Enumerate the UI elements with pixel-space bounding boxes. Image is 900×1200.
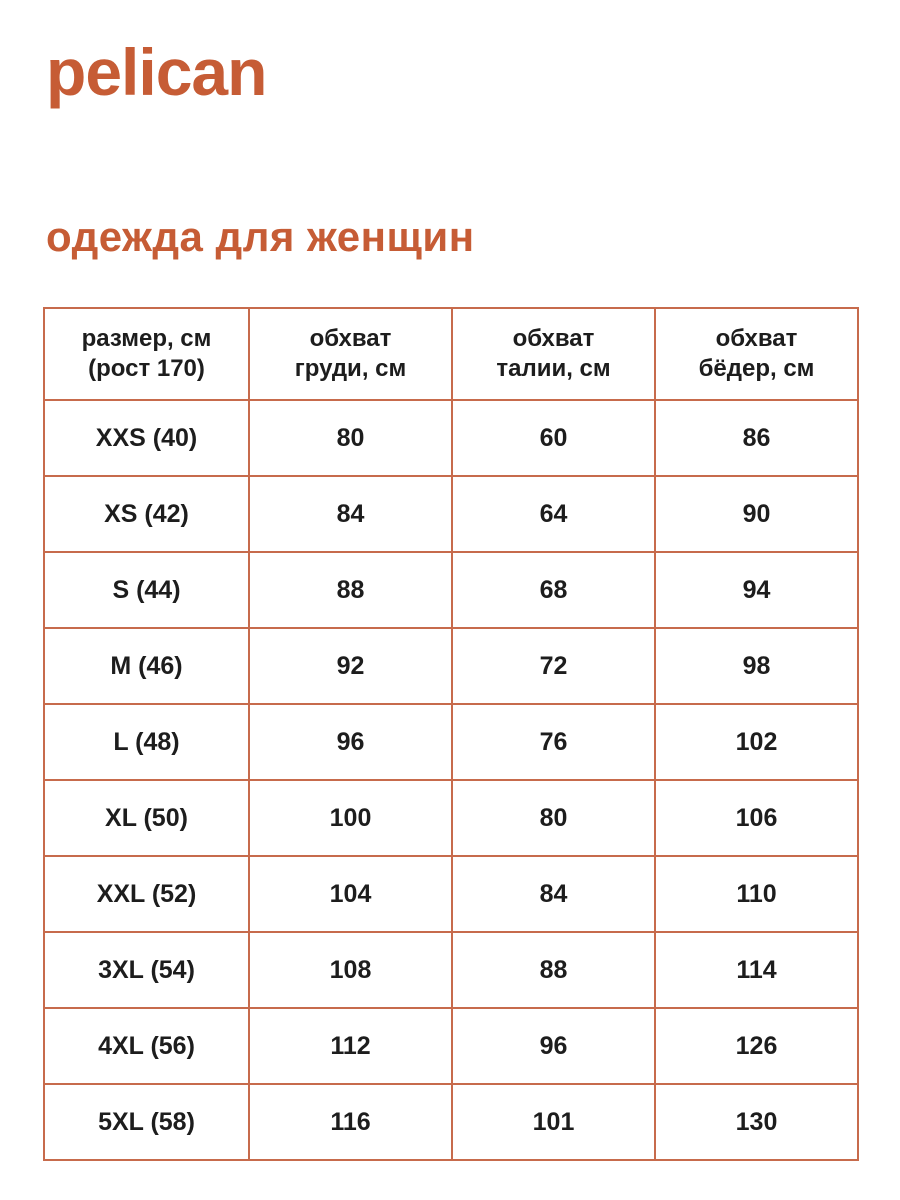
column-header-line: груди, см — [294, 355, 407, 382]
chest-value-cell: 104 — [249, 856, 452, 932]
table-row — [44, 932, 858, 1008]
waist-value-cell: 80 — [452, 780, 655, 856]
size-label-cell: XS (42) — [44, 476, 249, 552]
table-row — [44, 1084, 858, 1160]
column-header-line: бёдер, см — [698, 355, 815, 382]
waist-value-cell: 64 — [452, 476, 655, 552]
size-label-cell: 4XL (56) — [44, 1008, 249, 1084]
chest-value-cell: 92 — [249, 628, 452, 704]
size-label-cell: L (48) — [44, 704, 249, 780]
waist-value-cell: 72 — [452, 628, 655, 704]
table-row — [44, 780, 858, 856]
chest-value-cell: 80 — [249, 400, 452, 476]
column-header-size — [44, 308, 249, 400]
column-header-line: (рост 170) — [88, 355, 205, 382]
table-row — [44, 856, 858, 932]
column-header-chest — [249, 308, 452, 400]
waist-value-cell: 84 — [452, 856, 655, 932]
brand-logo: pelican — [46, 35, 267, 109]
column-header-waist — [452, 308, 655, 400]
hips-value-cell: 102 — [655, 704, 858, 780]
hips-value-cell: 90 — [655, 476, 858, 552]
size-label-cell: XXS (40) — [44, 400, 249, 476]
waist-value-cell: 60 — [452, 400, 655, 476]
table-row — [44, 400, 858, 476]
column-header-hips — [655, 308, 858, 400]
table-row — [44, 1008, 858, 1084]
waist-value-cell: 68 — [452, 552, 655, 628]
chest-value-cell: 88 — [249, 552, 452, 628]
column-header-line: талии, см — [496, 355, 611, 382]
table-row — [44, 476, 858, 552]
waist-value-cell: 76 — [452, 704, 655, 780]
waist-value-cell: 88 — [452, 932, 655, 1008]
size-label-cell: 5XL (58) — [44, 1084, 249, 1160]
chest-value-cell: 116 — [249, 1084, 452, 1160]
size-table-body — [44, 400, 858, 1160]
header-row — [44, 308, 858, 400]
hips-value-cell: 110 — [655, 856, 858, 932]
hips-value-cell: 94 — [655, 552, 858, 628]
size-label-cell: XL (50) — [44, 780, 249, 856]
column-header-line: обхват — [512, 325, 595, 352]
chest-value-cell: 108 — [249, 932, 452, 1008]
size-label-cell: XXL (52) — [44, 856, 249, 932]
hips-value-cell: 114 — [655, 932, 858, 1008]
chest-value-cell: 96 — [249, 704, 452, 780]
hips-value-cell: 106 — [655, 780, 858, 856]
hips-value-cell: 126 — [655, 1008, 858, 1084]
column-header-line: размер, см — [81, 325, 212, 352]
column-header-line: обхват — [715, 325, 798, 352]
size-table — [43, 307, 859, 1161]
hips-value-cell: 130 — [655, 1084, 858, 1160]
column-header-line: обхват — [309, 325, 392, 352]
page-title: одежда для женщин — [46, 213, 475, 260]
table-row — [44, 628, 858, 704]
waist-value-cell: 96 — [452, 1008, 655, 1084]
size-label-cell: S (44) — [44, 552, 249, 628]
size-table-header — [44, 308, 858, 400]
waist-value-cell: 101 — [452, 1084, 655, 1160]
chest-value-cell: 84 — [249, 476, 452, 552]
hips-value-cell: 98 — [655, 628, 858, 704]
table-row — [44, 704, 858, 780]
table-row — [44, 552, 858, 628]
hips-value-cell: 86 — [655, 400, 858, 476]
chest-value-cell: 100 — [249, 780, 452, 856]
size-label-cell: M (46) — [44, 628, 249, 704]
size-label-cell: 3XL (54) — [44, 932, 249, 1008]
chest-value-cell: 112 — [249, 1008, 452, 1084]
